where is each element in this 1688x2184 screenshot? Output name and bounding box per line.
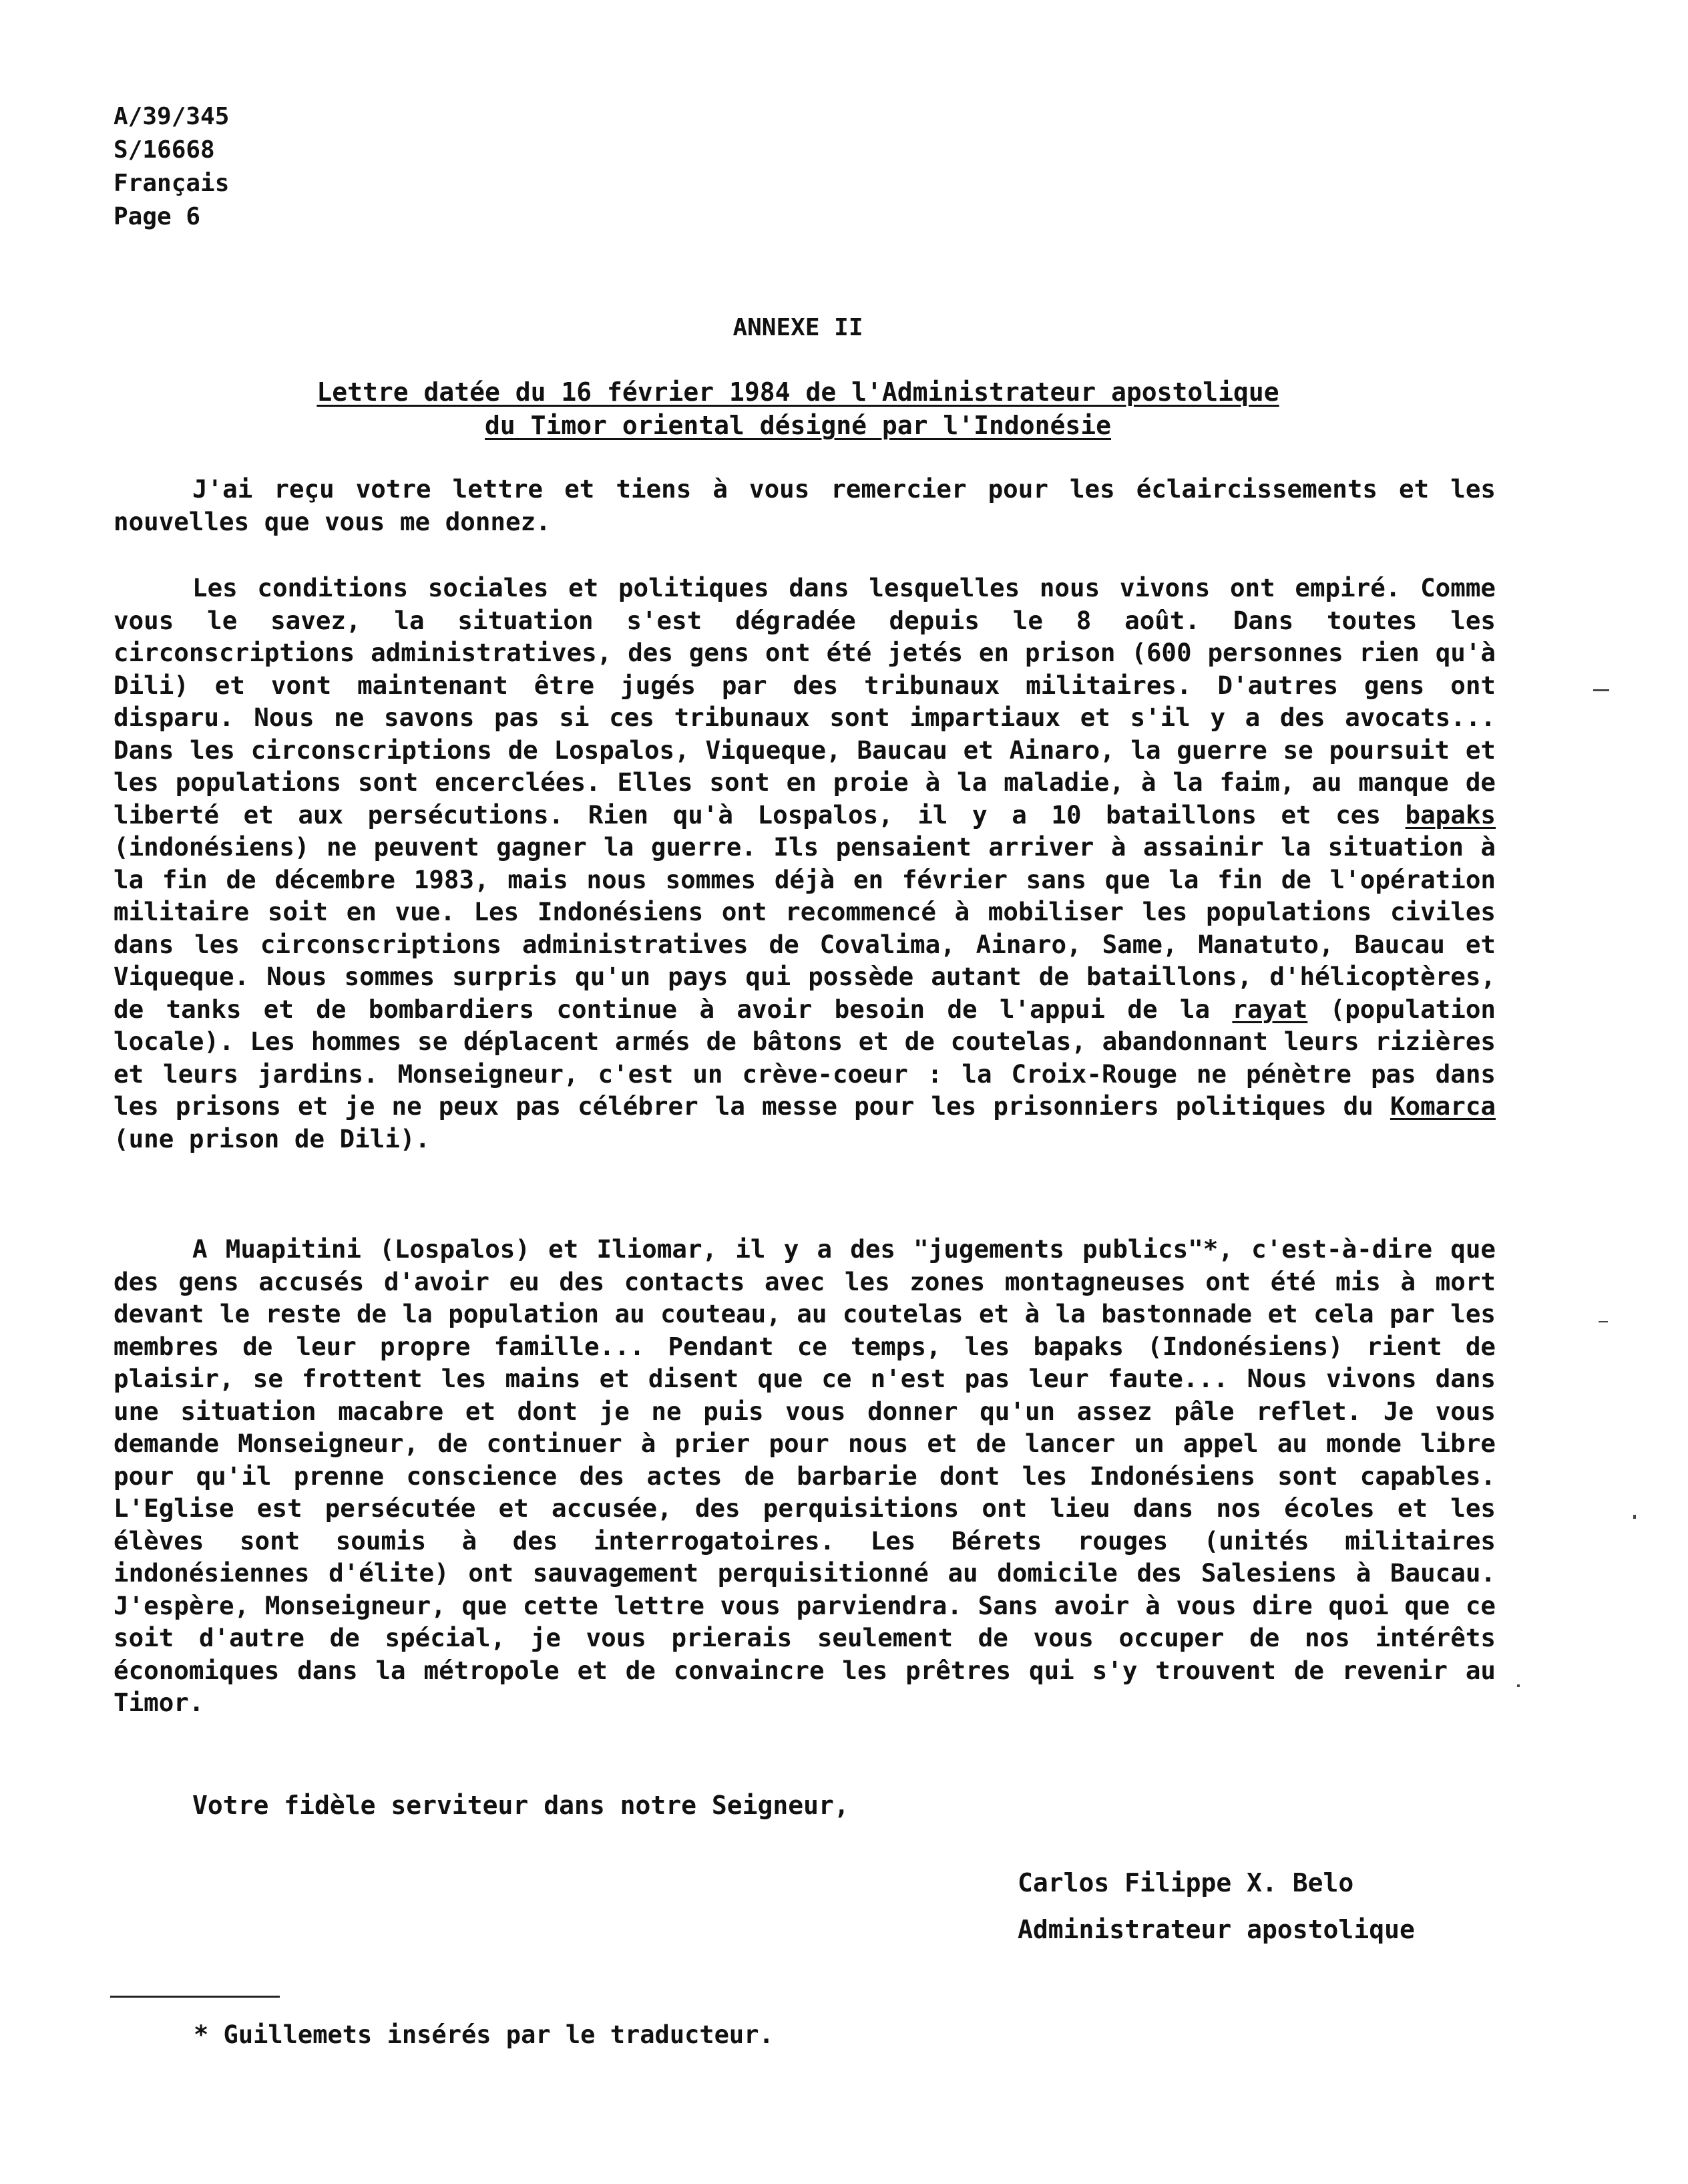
paragraph-2-part-c: (population locale). Les hommes se déplacent armés de bâtons et de coutelas, abandonnant leurs rizières et leurs jardins. Monseigneur, c'est un crève-coeur : la Croix-Rouge ne pénètre pas dans les prisons et je ne peux pas célébrer la messe pour les prisonniers politiques du bbox=[114, 994, 1496, 1121]
paragraph-2 bbox=[114, 572, 1496, 1155]
paragraph-3 bbox=[114, 1233, 1496, 1719]
paragraph-1-text: J'ai reçu votre lettre et tiens à vous remercier pour les éclaircissements et les nouvelles que vous me donnez. bbox=[114, 474, 1496, 536]
footnote: * Guillemets insérés par le traducteur. bbox=[194, 2020, 774, 2049]
paragraph-3-text: A Muapitini (Lospalos) et Iliomar, il y a des "jugements publics"*, c'est-à-dire que des gens accusés d'avoir eu des contacts avec les zones montagneuses ont été mis à mort devant le reste de la population au couteau, au coutelas et à la bastonnade et cela par les membres de leur propre famille... Pendant ce temps, les bapaks (Indonésiens) rient de plaisir, se frottent les mains et disent que ce n'est pas leur faute... Nous vivons dans une situation macabre et dont je ne puis vous donner qu'un assez pâle reflet. Je vous demande Monseigneur, de continuer à prier pour nous et de lancer un appel au monde libre pour qu'il prenne conscience des actes de barbarie dont les Indonésiens sont capables. L'Eglise est persécutée et accusée, des perquisitions ont lieu dans nos écoles et les élèves sont soumis à des interrogatoires. Les Bérets rouges (unités militaires indonésiennes d'élite) ont sauvagement perquisitionné au domicile des Salesiens à Baucau. J'espère, Monseigneur, que cette lettre vous parviendra. Sans avoir à vous dire quoi que ce soit d'autre de spécial, je vous prierais seulement de vous occuper de nos intérêts économiques dans la métropole et de convaincre les prêtres qui s'y trouvent de revenir au Timor. bbox=[114, 1234, 1496, 1717]
margin-dash-mark bbox=[1599, 1321, 1608, 1322]
paragraph-1 bbox=[114, 473, 1496, 538]
paragraph-2-text bbox=[114, 572, 1496, 1155]
signatory-name: Carlos Filippe X. Belo bbox=[1018, 1868, 1354, 1897]
footnote-divider bbox=[110, 1996, 280, 1998]
letter-title bbox=[0, 375, 1596, 442]
doc-symbol-s: S/16668 bbox=[114, 136, 215, 164]
closing-salutation: Votre fidèle serviteur dans notre Seigneur, bbox=[192, 1791, 849, 1820]
margin-dot-mark bbox=[1633, 1515, 1636, 1519]
term-komarca: Komarca bbox=[1390, 1091, 1496, 1121]
margin-dot-mark bbox=[1517, 1684, 1520, 1687]
paragraph-2-part-d: (une prison de Dili). bbox=[114, 1123, 431, 1153]
doc-symbol-a: A/39/345 bbox=[114, 103, 230, 130]
document-header bbox=[114, 100, 229, 234]
signature-block bbox=[1018, 1859, 1415, 1953]
paragraph-2-part-b: (indonésiens) ne peuvent gagner la guerre. Ils pensaient arriver à assainir la situation à la fin de décembre 1983, mais nous sommes déjà en février sans que la fin de l'opération militaire soit en vue. Les Indonésiens ont recommencé à mobiliser les populations civiles dans les circonscriptions administratives de Covalima, Ainaro, Same, Manatuto, Baucau et Viqueque. Nous sommes surpris qu'un pays qui possède autant de bataillons, d'hélicoptères, de tanks et de bombardiers continue à avoir besoin de l'appui de la bbox=[114, 832, 1496, 1024]
letter-title-line-2: du Timor oriental désigné par l'Indonésie bbox=[485, 411, 1111, 440]
language-label: Français bbox=[114, 170, 230, 197]
term-rayat: rayat bbox=[1232, 994, 1308, 1024]
letter-title-line-1: Lettre datée du 16 février 1984 de l'Administrateur apostolique bbox=[316, 377, 1279, 407]
margin-dash-mark bbox=[1593, 689, 1609, 691]
page-number: Page 6 bbox=[114, 203, 201, 230]
paragraph-2-part-a: Les conditions sociales et politiques dans lesquelles nous vivons ont empiré. Comme vous le savez, la situation s'est dégradée depuis le 8 août. Dans toutes les circonscriptions administratives, des gens ont été jetés en prison (600 personnes rien qu'à Dili) et vont maintenant être jugés par des tribunaux militaires. D'autres gens ont disparu. Nous ne savons pas si ces tribunaux sont impartiaux et s'il y a des avocats... Dans les circonscriptions de Lospalos, Viqueque, Baucau et Ainaro, la guerre se poursuit et les populations sont encerclées. Elles sont en proie à la maladie, à la faim, au manque de liberté et aux persécutions. Rien qu'à Lospalos, il y a 10 bataillons et ces bbox=[114, 573, 1496, 830]
annex-heading: ANNEXE II bbox=[732, 314, 863, 341]
signatory-role: Administrateur apostolique bbox=[1018, 1915, 1415, 1944]
term-bapaks: bapaks bbox=[1405, 799, 1496, 830]
